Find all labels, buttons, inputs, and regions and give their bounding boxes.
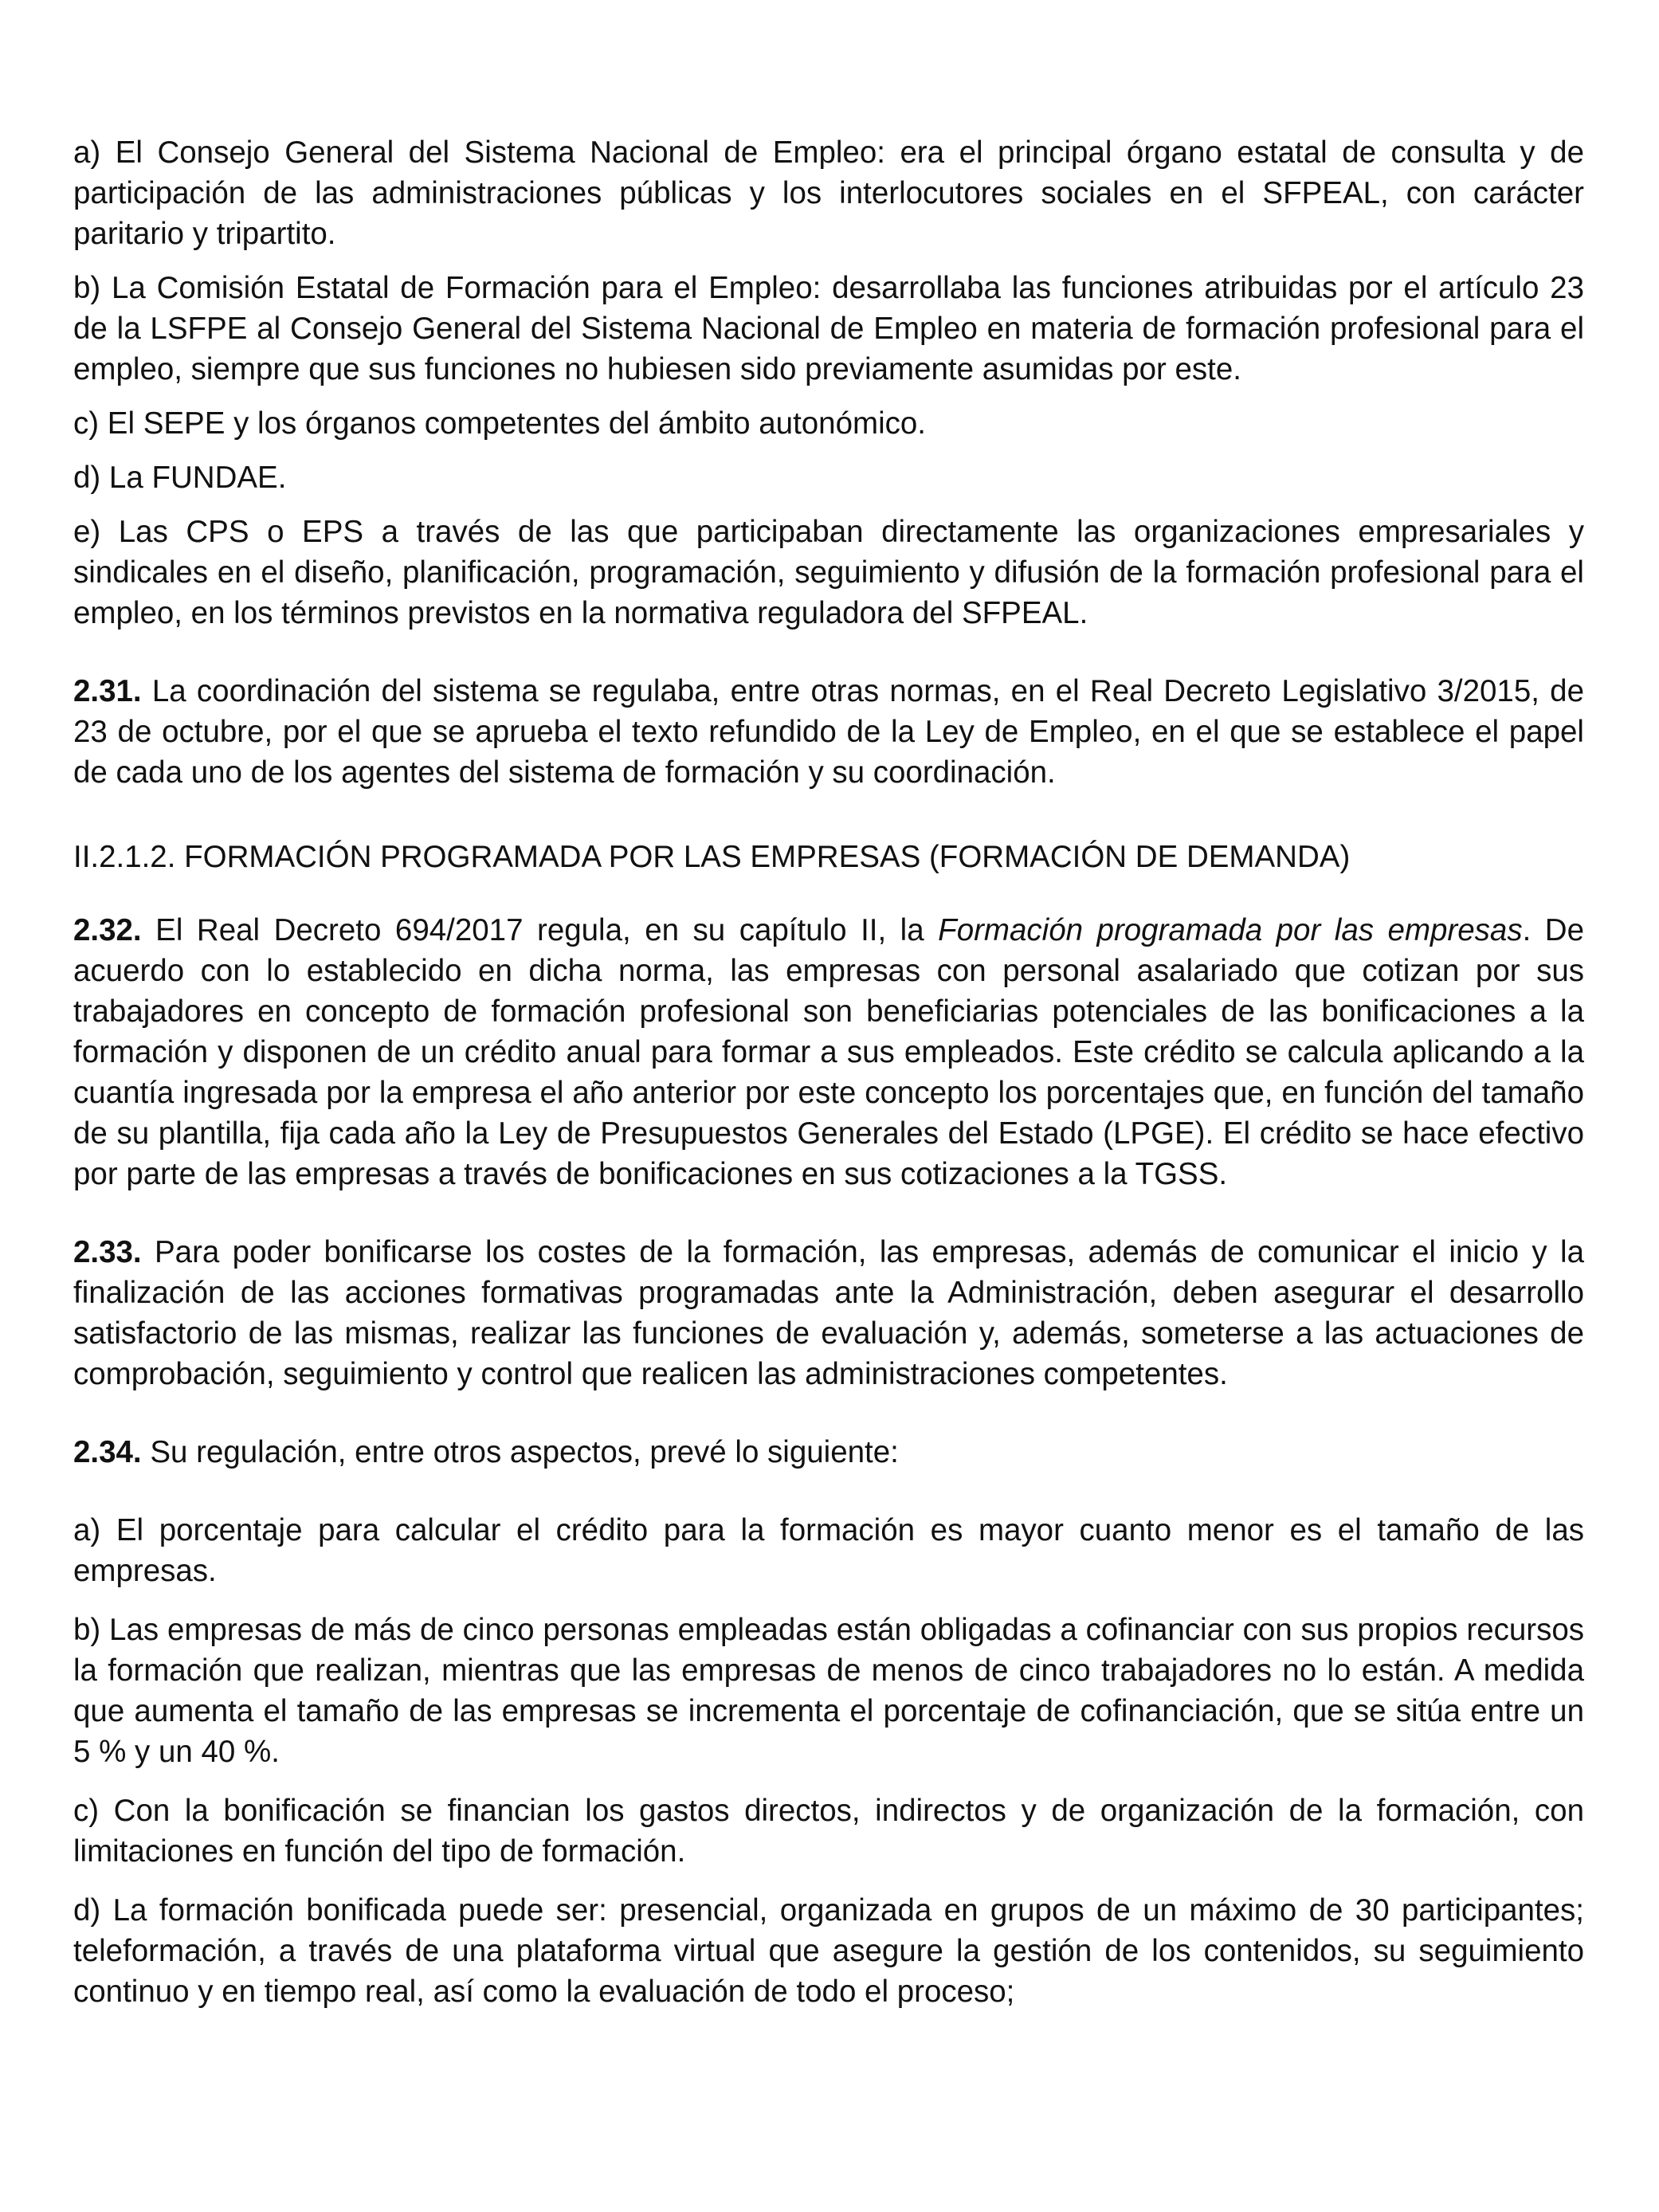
italic-title: Formación programada por las empresas — [938, 913, 1523, 947]
section-heading: II.2.1.2. FORMACIÓN PROGRAMADA POR LAS EMPRESAS (FORMACIÓN DE DEMANDA) — [73, 840, 1351, 874]
paragraph-2-33 — [73, 1232, 1584, 1394]
paragraph-text: Su regulación, entre otros aspectos, prevé lo siguiente: — [141, 1435, 899, 1469]
paragraph-text-continued: . De acuerdo con lo establecido en dicha norma, las empresas con personal asalariado que cotizan por sus trabajadores en concepto de formación profesional son beneficiarias potenciales de las bonificaciones a la formación y disponen de un crédito anual para formar a sus empleados. Este crédito se calcula aplicando a la cuantía ingresada por la empresa el año anterior por este concepto los porcentajes que, en función del tamaño de su plantilla, fija cada año la Ley de Presupuestos Generales del Estado (LPGE). El crédito se hace efectivo por parte de las empresas a través de bonificaciones en sus cotizaciones a la TGSS. — [73, 913, 1585, 1191]
regulation-item-d: d) La formación bonificada puede ser: presencial, organizada en grupos de un máximo de 30 participantes; teleformación, a través de una plataforma virtual que asegure la gestión de los contenidos, su seguimiento continuo y en tiempo real, así como la evaluación de todo el proceso; — [73, 1893, 1584, 2009]
agents-item-a: a) El Consejo General del Sistema Nacional de Empleo: era el principal órgano estatal de consulta y de participación de las administraciones públicas y los interlocutores sociales en el SFPEAL, con carácter paritario y tripartito. — [73, 135, 1584, 251]
agents-item-c: c) El SEPE y los órganos competentes del ámbito autonómico. — [73, 406, 926, 441]
agents-item-e: e) Las CPS o EPS a través de las que participaban directamente las organizaciones empresariales y sindicales en el diseño, planificación, programación, seguimiento y difusión de la formación profesional para el empleo, en los términos previstos en la normativa reguladora del SFPEAL. — [73, 515, 1584, 630]
regulation-item-a: a) El porcentaje para calcular el crédito para la formación es mayor cuanto menor es el tamaño de las empresas. — [73, 1513, 1584, 1588]
paragraph-2-34 — [73, 1432, 1584, 1473]
paragraph-number: 2.32. — [73, 913, 142, 947]
paragraph-text: Para poder bonificarse los costes de la formación, las empresas, además de comunicar el inicio y la finalización de las acciones formativas programadas ante la Administración, deben asegurar el desarrollo satisfactorio de las mismas, realizar las funciones de evaluación y, además, someterse a las actuaciones de comprobación, seguimiento y control que realicen las administraciones competentes. — [73, 1235, 1584, 1391]
paragraph-text: La coordinación del sistema se regulaba, entre otras normas, en el Real Decreto Legislativo 3/2015, de 23 de octubre, por el que se aprueba el texto refundido de la Ley de Empleo, en el que se establece el papel de cada uno de los agentes del sistema de formación y su coordinación. — [73, 674, 1584, 790]
agents-item-b: b) La Comisión Estatal de Formación para el Empleo: desarrollaba las funciones atribuidas por el artículo 23 de la LSFPE al Consejo General del Sistema Nacional de Empleo en materia de formación profesional para el empleo, siempre que sus funciones no hubiesen sido previamente asumidas por este. — [73, 271, 1584, 386]
agents-item-d: d) La FUNDAE. — [73, 461, 287, 495]
paragraph-text: El Real Decreto 694/2017 regula, en su capítulo II, la — [141, 913, 939, 947]
paragraph-2-32 — [73, 910, 1584, 1194]
regulation-item-c: c) Con la bonificación se financian los gastos directos, indirectos y de organización de la formación, con limitaciones en función del tipo de formación. — [73, 1794, 1584, 1869]
paragraph-number: 2.31. — [73, 674, 142, 708]
paragraph-number: 2.33. — [73, 1235, 142, 1269]
paragraph-number: 2.34. — [73, 1435, 142, 1469]
paragraph-2-31 — [73, 671, 1584, 793]
regulation-item-b: b) Las empresas de más de cinco personas empleadas están obligadas a cofinanciar con sus propios recursos la formación que realizan, mientras que las empresas de menos de cinco trabajadores no lo están. A medida que aumenta el tamaño de las empresas se incrementa el porcentaje de cofinanciación, que se sitúa entre un 5 % y un 40 %. — [73, 1613, 1584, 1769]
document-page — [73, 132, 1584, 2012]
